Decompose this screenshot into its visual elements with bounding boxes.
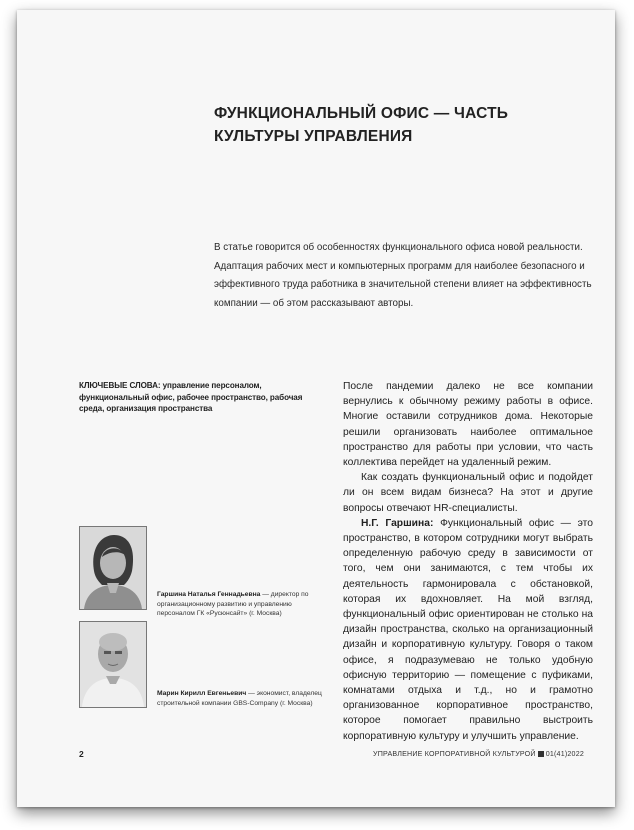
keywords-label: КЛЮЧЕВЫЕ СЛОВА: xyxy=(79,381,161,390)
document-page xyxy=(17,10,615,807)
body-paragraph-3-text: Функциональный офис — это пространство, в котором сотрудники могут выбрать определенную рабочую среду в зависимости от того, чем они занимаются, с тем чтобы их деятельность гармонировала с обстановкой, которая их вдохновляет. На мой взгляд, функциональный офис ориентирован не столько на дизайн пространства, сколько на организационный дизайн и корпоративную культуру. Говоря о таком офисе, я подразумеваю не только удобную офисную территорию — помещение с пуфиками, комнатами отдыха и т.д., но и грамотно организованное корпоративное пространство, которое помогает правильно выстроить корпоративную культуру и улучшить управление. xyxy=(343,517,593,742)
article-title xyxy=(214,102,574,148)
author-photo-1 xyxy=(79,526,147,610)
author-role: — директор по организационному развитию и управлению персоналом ГК «Русюнсайт» (г. Москва) xyxy=(157,591,309,618)
keywords-block xyxy=(79,380,324,415)
body-paragraph-1: После пандемии далеко не все компании вернулись к обычному режиму работы в офисе. Многие оставили сотрудников дома. Некоторые решили организовать наиболее оптимальное пространство для работы при условии, что часть коллектива перейдет на удаленный режим. xyxy=(343,381,593,469)
page-number: 2 xyxy=(79,749,84,759)
body-paragraph-3 xyxy=(343,516,593,744)
keywords-text: управление персоналом, функциональный офис, рабочее пространство, рабочая среда, организация пространства xyxy=(79,381,303,414)
author-caption-2 xyxy=(157,689,329,708)
author-name: Гаршина Наталья Геннадьевна xyxy=(157,591,261,598)
separator-square-icon xyxy=(538,751,544,757)
article-title-line-2: КУЛЬТУРЫ УПРАВЛЕНИЯ xyxy=(214,128,413,145)
author-name: Марин Кирилл Евгеньевич xyxy=(157,690,247,697)
author-caption-1 xyxy=(157,590,329,619)
speaker-name: Н.Г. Гаршина: xyxy=(361,517,434,529)
article-abstract: В статье говорится об особенностях функционального офиса новой реальности. Адаптация рабочих мест и компьютерных программ для наиболее безопасного и эффективного труда работника в значительной степени влияет на эффективность компании — об этом рассказывают авторы. xyxy=(214,242,592,309)
author-role: — экономист, владелец строительной компании GBS-Company (г. Москва) xyxy=(157,690,322,707)
journal-name: УПРАВЛЕНИЕ КОРПОРАТИВНОЙ КУЛЬТУРОЙ xyxy=(373,750,536,758)
journal-footer xyxy=(373,750,584,758)
article-body xyxy=(343,379,593,744)
journal-issue: 01(41)2022 xyxy=(545,750,584,758)
body-paragraph-2: Как создать функциональный офис и подойдет ли он всем видам бизнеса? На этот и другие вопросы отвечают HR-специалисты. xyxy=(343,472,593,514)
author-photo-2 xyxy=(79,621,147,708)
article-title-line-1: ФУНКЦИОНАЛЬНЫЙ ОФИС — ЧАСТЬ xyxy=(214,105,509,122)
